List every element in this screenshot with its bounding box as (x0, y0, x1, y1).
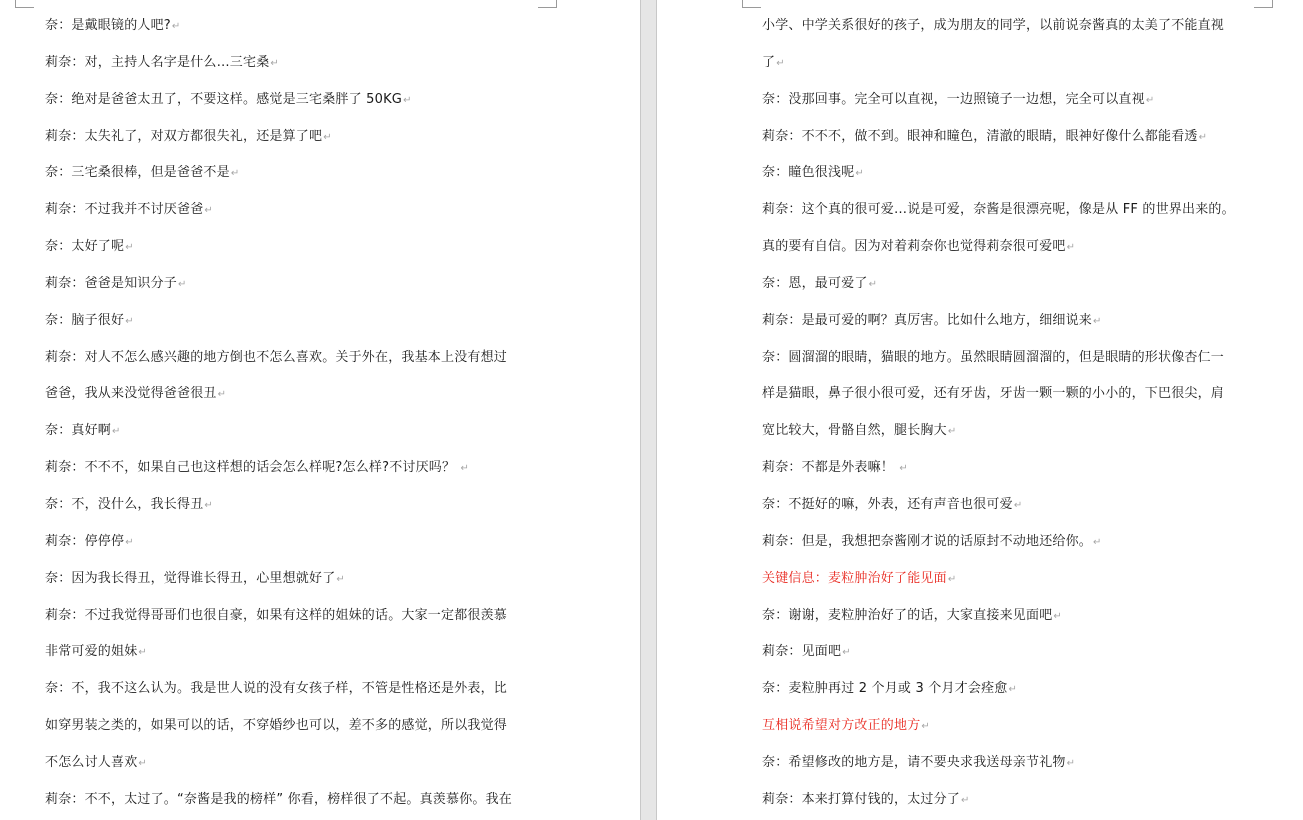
text-line[interactable] (762, 303, 1262, 340)
paragraph-mark-icon: ↵ (1066, 242, 1076, 254)
paragraph-mark-icon: ↵ (125, 242, 134, 254)
text-line[interactable] (45, 303, 545, 340)
paragraph-mark-icon: ↵ (1145, 94, 1155, 106)
paragraph-mark-icon: ↵ (947, 426, 957, 438)
line-text: 奈：恩，最可爱了 (762, 275, 868, 291)
text-line[interactable] (762, 82, 1262, 119)
line-text: 如穿男装之类的，如果可以的话，不穿婚纱也可以，差不多的感觉，所以我觉得 (45, 718, 508, 734)
line-text: 互相说希望对方改正的地方 (762, 718, 921, 734)
text-line[interactable] (45, 413, 545, 450)
paragraph-mark-icon: ↵ (403, 94, 412, 106)
line-text: 奈：不，我不这么认为。我是世人说的没有女孩子样，不管是性格还是外表，比 (45, 681, 508, 697)
line-text: 小学、中学关系很好的孩子，成为朋友的同学，以前说奈酱真的太美了不能直视 (762, 18, 1225, 33)
text-line[interactable] (762, 524, 1262, 561)
page-corner-marker (1254, 0, 1273, 8)
paragraph-mark-icon: ↵ (947, 573, 957, 585)
line-text: 奈：不挺好的嘛，外表，还有声音也很可爱 (762, 496, 1013, 512)
line-text: 奈：是戴眼镜的人吧? (45, 18, 171, 33)
text-line[interactable] (45, 487, 545, 524)
line-text: 爸爸，我从来没觉得爸爸很丑 (45, 386, 217, 402)
line-text: 奈：不，没什么，我长得丑 (45, 496, 204, 512)
paragraph-mark-icon: ↵ (868, 278, 878, 290)
text-line[interactable] (45, 561, 545, 598)
text-line[interactable] (45, 119, 545, 156)
line-text: 奈：麦粒肿再过 2 个月或 3 个月才会痊愈 (762, 681, 1008, 697)
paragraph-mark-icon: ↵ (230, 168, 240, 180)
text-line[interactable] (45, 266, 545, 303)
line-text: 奈：真好啊 (45, 423, 112, 439)
paragraph-mark-icon: ↵ (217, 389, 227, 401)
text-line[interactable] (762, 450, 1262, 487)
text-line[interactable] (762, 598, 1262, 635)
paragraph-mark-icon: ↵ (1198, 131, 1208, 143)
text-line[interactable] (762, 45, 1262, 82)
paragraph-mark-icon: ↵ (270, 57, 279, 69)
text-line[interactable] (45, 671, 545, 708)
paragraph-mark-icon: ↵ (1053, 610, 1062, 622)
paragraph-mark-icon: ↵ (171, 21, 181, 32)
text-line[interactable] (762, 413, 1262, 450)
line-text: 关键信息：麦粒肿治好了能见面 (762, 570, 947, 586)
text-line[interactable] (45, 8, 545, 45)
page-corner-marker (15, 0, 34, 8)
text-line[interactable] (762, 155, 1262, 192)
line-text: 莉奈：但是，我想把奈酱刚才说的话原封不动地还给你。 (762, 533, 1093, 549)
page-gap (640, 0, 657, 820)
text-line[interactable] (45, 634, 545, 671)
paragraph-mark-icon: ↵ (842, 647, 851, 659)
line-text: 莉奈：停停停 (45, 533, 125, 549)
text-line[interactable] (762, 229, 1262, 266)
line-text: 莉奈：不过我觉得哥哥们也很自豪，如果有这样的姐妹的话。大家一定都很羡慕 (45, 607, 508, 623)
text-line[interactable] (762, 782, 1262, 819)
line-text: 奈：绝对是爸爸太丑了，不要这样。感觉是三宅桑胖了 50KG (45, 91, 403, 107)
text-line[interactable] (45, 782, 545, 819)
text-line[interactable] (762, 634, 1262, 671)
paragraph-mark-icon: ↵ (204, 499, 213, 511)
line-text: 不怎么讨人喜欢 (45, 754, 138, 770)
left-page-text[interactable] (45, 8, 545, 819)
text-line[interactable] (45, 376, 545, 413)
line-text: 莉奈：不不，太过了。“奈酱是我的榜样” 你看，榜样很了不起。真羡慕你。我在 (45, 791, 513, 807)
text-line[interactable] (45, 745, 545, 782)
document-page-right (657, 0, 1303, 820)
highlight-heading[interactable] (762, 708, 1262, 745)
text-line[interactable] (762, 487, 1262, 524)
paragraph-mark-icon: ↵ (204, 205, 213, 217)
line-text: 莉奈：不不不，如果自己也这样想的话会怎么样呢?怎么样?不讨厌吗？ (45, 460, 460, 476)
text-line[interactable] (45, 45, 545, 82)
paragraph-mark-icon: ↵ (1093, 315, 1102, 327)
paragraph-mark-icon: ↵ (336, 573, 345, 585)
line-text: 奈：太好了呢 (45, 239, 125, 255)
line-text: 莉奈：是最可爱的啊？真厉害。比如什么地方，细细说来 (762, 312, 1093, 328)
text-line[interactable] (45, 340, 545, 377)
text-line[interactable] (762, 671, 1262, 708)
line-text: 莉奈：太失礼了，对双方都很失礼，还是算了吧 (45, 128, 323, 144)
line-text: 莉奈：对人不怎么感兴趣的地方倒也不怎么喜欢。关于外在，我基本上没有想过 (45, 349, 508, 365)
page-corner-marker (538, 0, 557, 8)
text-line[interactable] (45, 598, 545, 635)
line-text: 奈：谢谢，麦粒肿治好了的话，大家直接来见面吧 (762, 607, 1053, 623)
line-text: 莉奈：不过我并不讨厌爸爸 (45, 202, 204, 218)
line-text: 莉奈：爸爸是知识分子 (45, 275, 178, 291)
paragraph-mark-icon: ↵ (125, 315, 134, 327)
line-text: 奈：因为我长得丑，觉得谁长得丑，心里想就好了 (45, 570, 336, 586)
line-text: 莉奈：见面吧 (762, 644, 842, 660)
highlight-heading[interactable] (762, 561, 1262, 598)
paragraph-mark-icon: ↵ (1013, 499, 1023, 511)
text-line[interactable] (762, 119, 1262, 156)
line-text: 莉奈：本来打算付钱的，太过分了 (762, 791, 961, 807)
paragraph-mark-icon: ↵ (1093, 536, 1102, 548)
paragraph-mark-icon: ↵ (125, 536, 134, 548)
paragraph-mark-icon: ↵ (921, 721, 930, 733)
document-page-left (0, 0, 640, 820)
paragraph-mark-icon: ↵ (899, 463, 908, 475)
paragraph-mark-icon: ↵ (138, 757, 147, 769)
line-text: 奈：脑子很好 (45, 312, 125, 328)
paragraph-mark-icon: ↵ (1066, 757, 1076, 769)
line-text: 奈：希望修改的地方是，请不要央求我送母亲节礼物 (762, 754, 1066, 770)
text-line[interactable] (45, 450, 545, 487)
line-text: 宽比较大，骨骼自然，腿长胸大 (762, 423, 947, 439)
line-text: 莉奈：这个真的很可爱…说是可爱，奈酱是很漂亮呢，像是从 FF 的世界出来的。 (762, 202, 1235, 218)
line-text: 样是猫眼，鼻子很小很可爱，还有牙齿，牙齿一颗一颗的小小的，下巴很尖，肩 (762, 386, 1225, 402)
right-page-text[interactable] (762, 8, 1262, 819)
paragraph-mark-icon: ↵ (138, 647, 147, 659)
line-text: 非常可爱的姐妹 (45, 644, 138, 660)
text-line[interactable] (45, 708, 545, 745)
text-line[interactable] (762, 376, 1262, 413)
paragraph-mark-icon: ↵ (460, 463, 470, 475)
line-text: 奈：圆溜溜的眼睛，猫眼的地方。虽然眼睛圆溜溜的，但是眼睛的形状像杏仁一 (762, 349, 1225, 365)
paragraph-mark-icon: ↵ (323, 131, 332, 143)
line-text: 奈：没那回事。完全可以直视，一边照镜子一边想，完全可以直视 (762, 91, 1145, 107)
line-text: 奈：三宅桑很棒，但是爸爸不是 (45, 165, 230, 181)
paragraph-mark-icon: ↵ (1008, 684, 1018, 696)
text-line[interactable] (45, 229, 545, 266)
text-line[interactable] (762, 340, 1262, 377)
text-line[interactable] (762, 192, 1262, 229)
text-line[interactable] (762, 745, 1262, 782)
paragraph-mark-icon: ↵ (961, 794, 970, 806)
line-text: 真的要有自信。因为对着莉奈你也觉得莉奈很可爱吧 (762, 239, 1066, 255)
paragraph-mark-icon: ↵ (112, 426, 121, 438)
text-line[interactable] (45, 524, 545, 561)
paragraph-mark-icon: ↵ (855, 168, 864, 180)
line-text: 奈：瞳色很浅呢 (762, 165, 855, 181)
text-line[interactable] (762, 8, 1262, 45)
text-line[interactable] (45, 155, 545, 192)
page-corner-marker (742, 0, 761, 8)
paragraph-mark-icon: ↵ (178, 278, 187, 290)
text-line[interactable] (45, 82, 545, 119)
paragraph-mark-icon: ↵ (776, 57, 785, 69)
line-text: 莉奈：对，主持人名字是什么…三宅桑 (45, 54, 270, 70)
line-text: 了 (762, 54, 776, 70)
text-line[interactable] (45, 192, 545, 229)
line-text: 莉奈：不都是外表嘛！ (762, 460, 899, 476)
line-text: 莉奈：不不不，做不到。眼神和瞳色，清澈的眼睛，眼神好像什么都能看透 (762, 128, 1198, 144)
text-line[interactable] (762, 266, 1262, 303)
